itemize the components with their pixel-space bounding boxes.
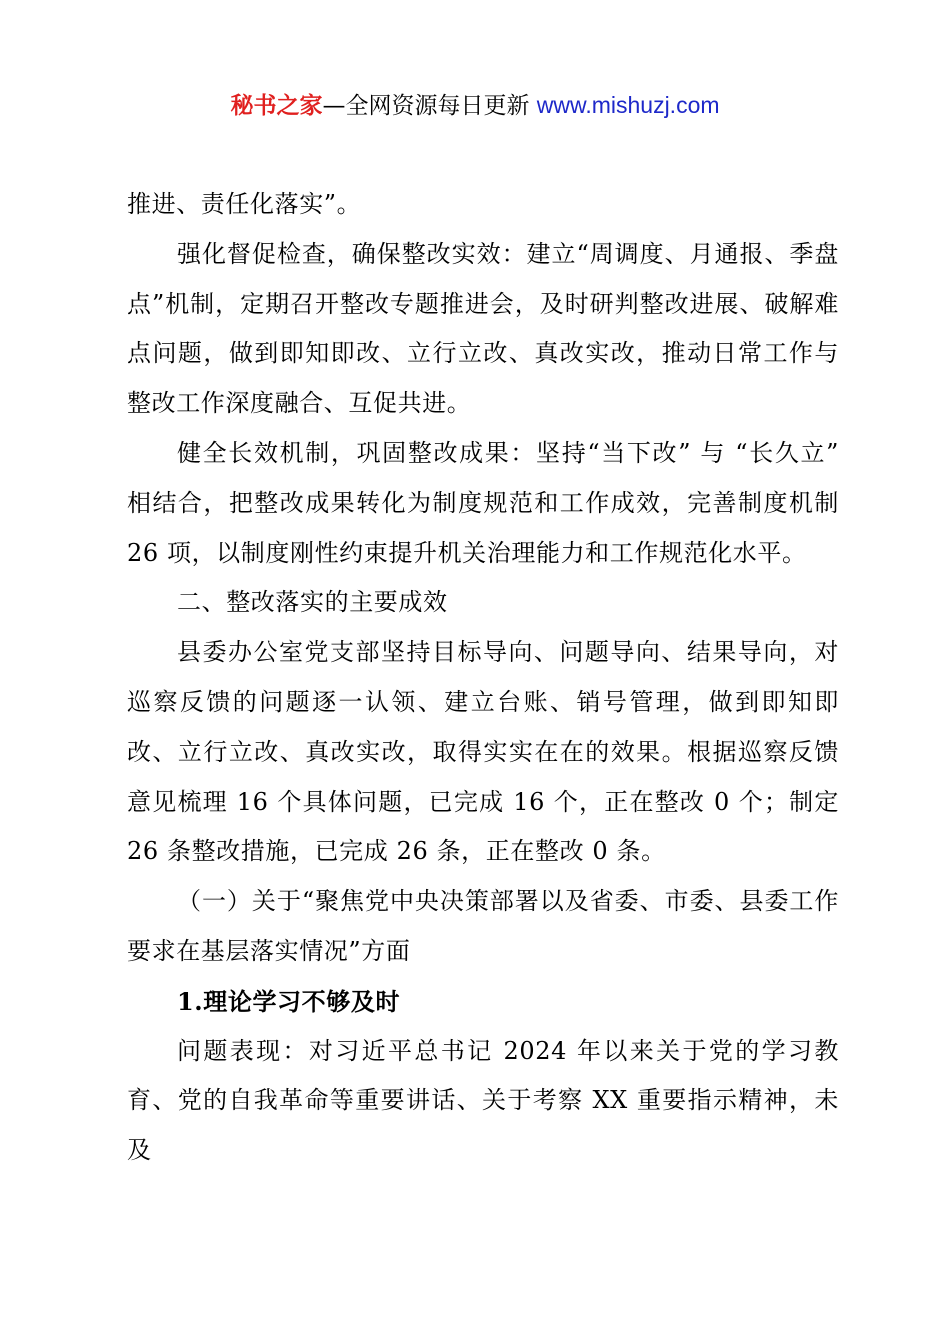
section-heading-main-results: 二、整改落实的主要成效 <box>177 588 448 617</box>
paragraph-continuation: 推进、责任化落实”。 <box>127 190 362 218</box>
item-heading-theory-study: 1.理论学习不够及时 <box>177 986 401 1016</box>
document-body <box>127 180 839 1176</box>
paragraph-results-summary: 县委办公室党支部坚持目标导向、问题导向、结果导向，对巡察反馈的问题逐一认领、建立台账、销号管理，做到即知即改、立行立改、真改实改，取得实实在在的效果。根据巡察反馈意见梳理 16 个具体问题，已完成 16 个，正在整改 0 个；制定 26 条整改措施，已完成 26 条，正在整改 0 条。 <box>127 638 839 866</box>
paragraph-problem-description: 问题表现：对习近平总书记 2024 年以来关于党的学习教育、党的自我革命等重要讲话、关于考察 XX 重要指示精神，未及 <box>127 1036 839 1165</box>
subsection-heading-1: （一）关于“聚焦党中央决策部署以及省委、市委、县委工作要求在基层落实情况”方面 <box>127 887 839 965</box>
header-url-link[interactable]: www.mishuzj.com <box>536 92 720 118</box>
paragraph-long-term-mechanism: 健全长效机制，巩固整改成果：坚持“当下改” 与 “长久立” 相结合，把整改成果转化为制度规范和工作成效，完善制度机制 26 项，以制度刚性约束提升机关治理能力和工作规范化水平。 <box>127 438 839 567</box>
header-brand: 秘书之家 <box>230 93 323 119</box>
header-tagline: —全网资源每日更新 <box>322 93 530 119</box>
page-header <box>0 88 950 123</box>
paragraph-supervision: 强化督促检查，确保整改实效：建立“周调度、月通报、季盘点”机制，定期召开整改专题推进会，及时研判整改进展、破解难点问题，做到即知即改、立行立改、真改实改，推动日常工作与整改工作深度融合、互促共进。 <box>127 239 839 418</box>
